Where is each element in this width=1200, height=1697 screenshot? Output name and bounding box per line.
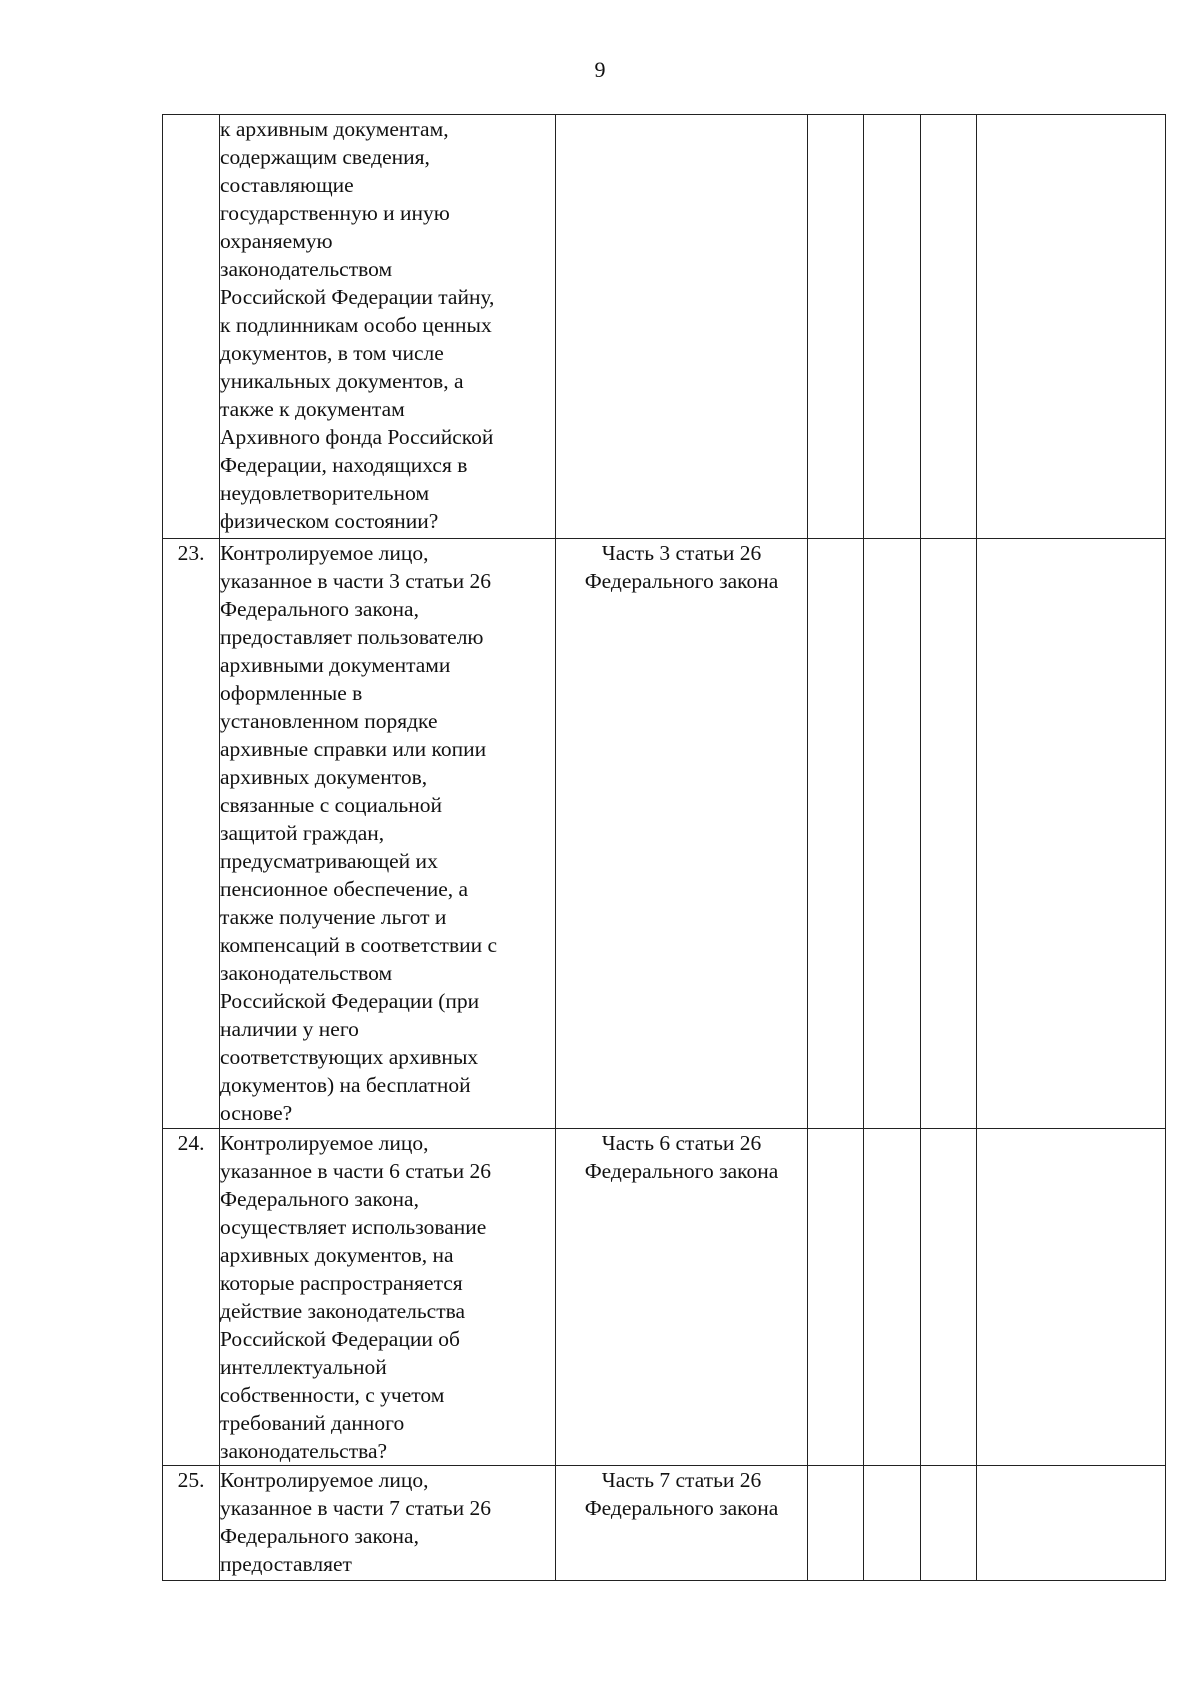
table-row: [163, 539, 1166, 1129]
table-row: [163, 1466, 1166, 1581]
question-cell: [220, 1129, 556, 1466]
checklist-table: [162, 114, 1166, 1581]
page-number: 9: [594, 57, 606, 82]
row-number: 25.: [163, 1466, 220, 1581]
reference-text: Часть 7 статьи 26 Федерального закона: [584, 1468, 779, 1520]
reference-cell: [556, 1129, 808, 1466]
question-text: Контролируемое лицо, указанное в части 7 статьи 26 Федерального закона, предоставляет: [220, 1468, 491, 1576]
table-row: [163, 115, 1166, 539]
answer-not-applicable-cell[interactable]: [921, 115, 977, 539]
answer-not-applicable-cell[interactable]: [921, 1466, 977, 1581]
answer-yes-cell[interactable]: [808, 115, 864, 539]
reference-text: Часть 6 статьи 26 Федерального закона: [584, 1131, 779, 1183]
answer-yes-cell[interactable]: [808, 539, 864, 1129]
note-cell[interactable]: [977, 1466, 1166, 1581]
note-cell[interactable]: [977, 539, 1166, 1129]
table-row: [163, 1129, 1166, 1466]
question-cell: [220, 115, 556, 539]
question-cell: [220, 1466, 556, 1581]
question-text: к архивным документам, содержащим сведения, составляющие государственную и иную охраняемую законодательством Российской Федерации тайну, к подлинникам особо ценных документов, в том числе уникальных документов, а также к документам Архивного фонда Российской Федерации, находящихся в неудовлетворительном физическом состоянии?: [220, 117, 495, 533]
answer-no-cell[interactable]: [864, 1129, 921, 1466]
note-cell[interactable]: [977, 1129, 1166, 1466]
answer-not-applicable-cell[interactable]: [921, 1129, 977, 1466]
reference-cell: [556, 539, 808, 1129]
question-text: Контролируемое лицо, указанное в части 3 статьи 26 Федерального закона, предоставляет пользователю архивными документами оформленные в установленном порядке архивные справки или копии архивных документов, связанные с социальной защитой граждан, предусматривающей их пенсионное обеспечение, а также получение льгот и компенсаций в соответствии с законодательством Российской Федерации (при наличии у него соответствующих архивных документов) на бесплатной основе?: [220, 541, 498, 1125]
answer-yes-cell[interactable]: [808, 1129, 864, 1466]
note-cell[interactable]: [977, 115, 1166, 539]
row-number: 24.: [163, 1129, 220, 1466]
reference-cell: [556, 1466, 808, 1581]
reference-cell: [556, 115, 808, 539]
answer-not-applicable-cell[interactable]: [921, 539, 977, 1129]
reference-text: Часть 3 статьи 26 Федерального закона: [584, 541, 779, 593]
answer-yes-cell[interactable]: [808, 1466, 864, 1581]
question-text: Контролируемое лицо, указанное в части 6 статьи 26 Федерального закона, осуществляет использование архивных документов, на которые распространяется действие законодательства Российской Федерации об интеллектуальной собственности, с учетом требований данного законодательства?: [220, 1131, 491, 1463]
row-number: 23.: [163, 539, 220, 1129]
answer-no-cell[interactable]: [864, 1466, 921, 1581]
answer-no-cell[interactable]: [864, 539, 921, 1129]
question-cell: [220, 539, 556, 1129]
row-number: [163, 115, 220, 539]
answer-no-cell[interactable]: [864, 115, 921, 539]
